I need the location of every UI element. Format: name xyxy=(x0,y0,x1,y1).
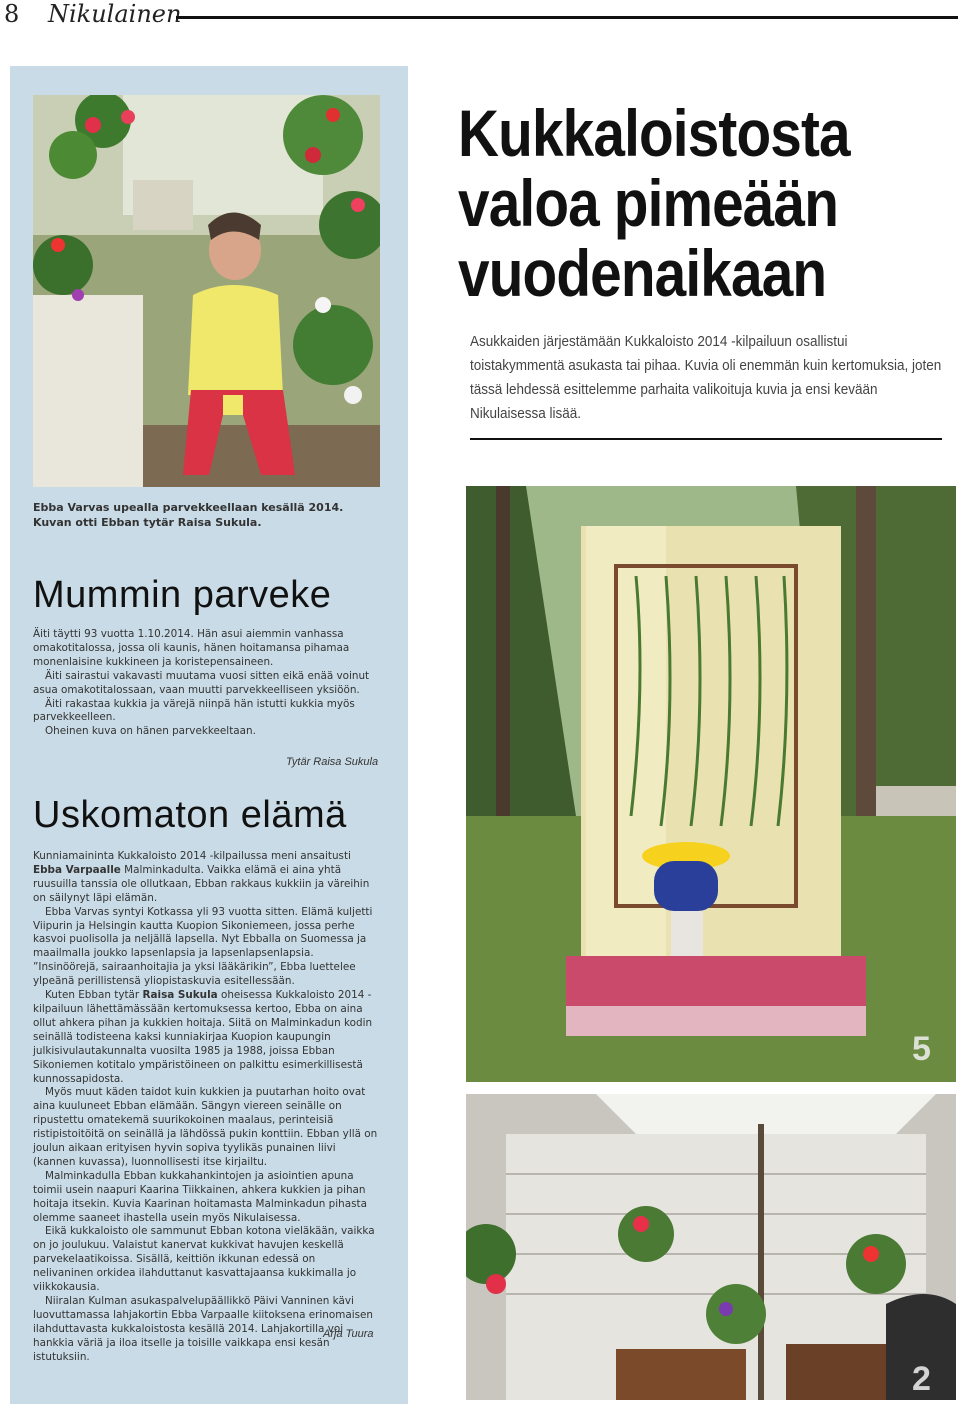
title-line: vuodenaikaan xyxy=(458,236,827,310)
text-run: Malminkadulta. Vaikka elämä ei aina yhtä ruusuilla tanssia ole ollutkaan, Ebban rakkaus kukkiin ja väreihin on säilynyt läpi elämän. xyxy=(33,863,370,904)
photo-balcony-umbrella xyxy=(466,1094,956,1400)
publication-name: Nikulainen xyxy=(48,0,182,28)
paragraph: Myös muut käden taidot kuin kukkien ja puutarhan hoito ovat aina kuuluneet Ebban elämään. Sängyn viereen seinälle on ripustettu omatekemä suurikokoinen maalaus, perinteisiä ristipistoitöitä on seinällä ja lähdössä pukin konttiin. Ebban yllä on joulun aikaan erityisen hyvin sopiva tyylikäs punainen liivi (kannen kuvassa), luonnollisesti itse kirjailtu. xyxy=(33,1086,378,1168)
text-run: Kuten Ebban tytär xyxy=(45,989,143,1002)
paragraph xyxy=(33,989,378,1086)
photo-garden-trellis xyxy=(466,486,956,1082)
paragraph: Äiti rakastaa kukkia ja värejä niinpä hän istutti kukkia myös parvekkeelleen. xyxy=(33,697,355,724)
section-title-uskomaton-elama: Uskomaton elämä xyxy=(33,794,347,836)
section2-body xyxy=(33,850,378,1365)
text-run: Kunniamaininta Kukkaloisto 2014 -kilpailussa meni ansaitusti xyxy=(33,850,351,862)
photo-badge-2: 2 xyxy=(912,1360,931,1398)
title-line: valoa pimeään xyxy=(458,166,839,240)
photo-badge-5: 5 xyxy=(912,1030,931,1068)
paragraph: Malminkadulla Ebban kukkahankintojen ja asiointien apuna toimii usein naapuri Kaarina Tiikkainen, ahkera kukkien ja pihan hoitaja itsekin. Kuvia Kaarinan hoitamasta Malminkadun pihasta olemme saaneet ihastella usein myös Nikulaisessa. xyxy=(33,1169,367,1224)
header-rule xyxy=(176,16,958,19)
photo-woman-balcony xyxy=(33,95,380,487)
signature-arja: Arja Tuura xyxy=(323,1328,374,1340)
paragraph: Äiti täytti 93 vuotta 1.10.2014. Hän asui aiemmin vanhassa omakotitalossa, jossa oli kaunis, hänen hoitamansa pihamaa monenlaisine kukkineen ja koristepensaineen. xyxy=(33,628,350,668)
section-title-mummin-parveke: Mummin parveke xyxy=(33,574,332,616)
page-header xyxy=(0,0,960,34)
bold-name: Raisa Sukula xyxy=(142,989,218,1002)
article-title xyxy=(458,98,871,308)
title-line: Kukkaloistosta xyxy=(458,96,850,170)
section1-body xyxy=(33,628,378,739)
photo-caption: Ebba Varvas upealla parvekkeellaan kesällä 2014. Kuvan otti Ebban tytär Raisa Sukula. xyxy=(33,501,344,529)
paragraph: Eikä kukkaloisto ole sammunut Ebban kotona vieläkään, vaikka on jo joulukuu. Valaistut kanervat kukkivat havujen keskellä parvekelaatikoissa. Sisällä, keittiön ikkunan edessä on nelivaninen orkidea ilahduttanut kasvattajaansa kukkimalla jo viikkokausia. xyxy=(33,1225,375,1294)
paragraph: Oheinen kuva on hänen parvekkeeltaan. xyxy=(45,725,256,738)
page-number: 8 xyxy=(4,0,20,28)
paragraph: Äiti sairastui vakavasti muutama vuosi sitten eikä enää voinut asua omakotitalossaan, vaan muutti parvekkeelliseen yksiöön. xyxy=(33,669,370,696)
signature-raisa: Tytär Raisa Sukula xyxy=(286,756,379,768)
intro-rule xyxy=(470,438,942,440)
bold-name: Ebba Varpaalle xyxy=(33,863,121,876)
article-intro: Asukkaiden järjestämään Kukkaloisto 2014 -kilpailuun osallistui toistakymmentä asukasta tai pihaa. Kuvia oli enemmän kuin kertomuksia, joten tässä lehdessä esittelemme parhaita valikoituja kuvia ja ensi kevään Nikulaisessa lisää. xyxy=(470,333,942,422)
paragraph: Niiralan Kulman asukaspalvelupäällikkö Päivi Vanninen kävi luovuttamassa lahjakortin Ebba Varpaalle kiitoksena erinomaisen ilahduttavasta kukkaloistosta kesällä 2014. Lahjakortilla voi hankkia väriä ja iloa itselle ja toisille vaikkapa ensi kesän istutuksiin. xyxy=(33,1295,374,1363)
paragraph xyxy=(33,850,378,906)
paragraph: Ebba Varvas syntyi Kotkassa yli 93 vuotta sitten. Elämä kuljetti Viipurin ja Helsingin kautta Kuopion Sikoniemeen, jossa perhe kasvoi puolisolla ja neljällä lapsella. Nyt Ebballa on Suomessa ja maailmalla joukko lapsenlapsia ja lapsenlapsenlapsia. ”Insinöörejä, sairaanhoitajia ja yksi lääkärikin”, Ebba luettelee ylpeänä perillistensä yliopistaskuvia esitellessään. xyxy=(33,905,373,988)
text-run: oheisessa Kukkaloisto 2014 -kilpailuun lähettämässään kertomuksessa kertoo, Ebba on aina ollut ahkera pihan ja kukkien hoitaja. Siitä on Malminkadun kodin seinällä todisteena kaksi kunniakirjaa Kuopion kaupungin julkisivulautakunnalta vuosilta 1985 ja 1988, joissa Ebban Sikoniemen kotitalo ympäristöineen on palkittu esimerkillisestä kunnossapidosta. xyxy=(33,989,373,1085)
